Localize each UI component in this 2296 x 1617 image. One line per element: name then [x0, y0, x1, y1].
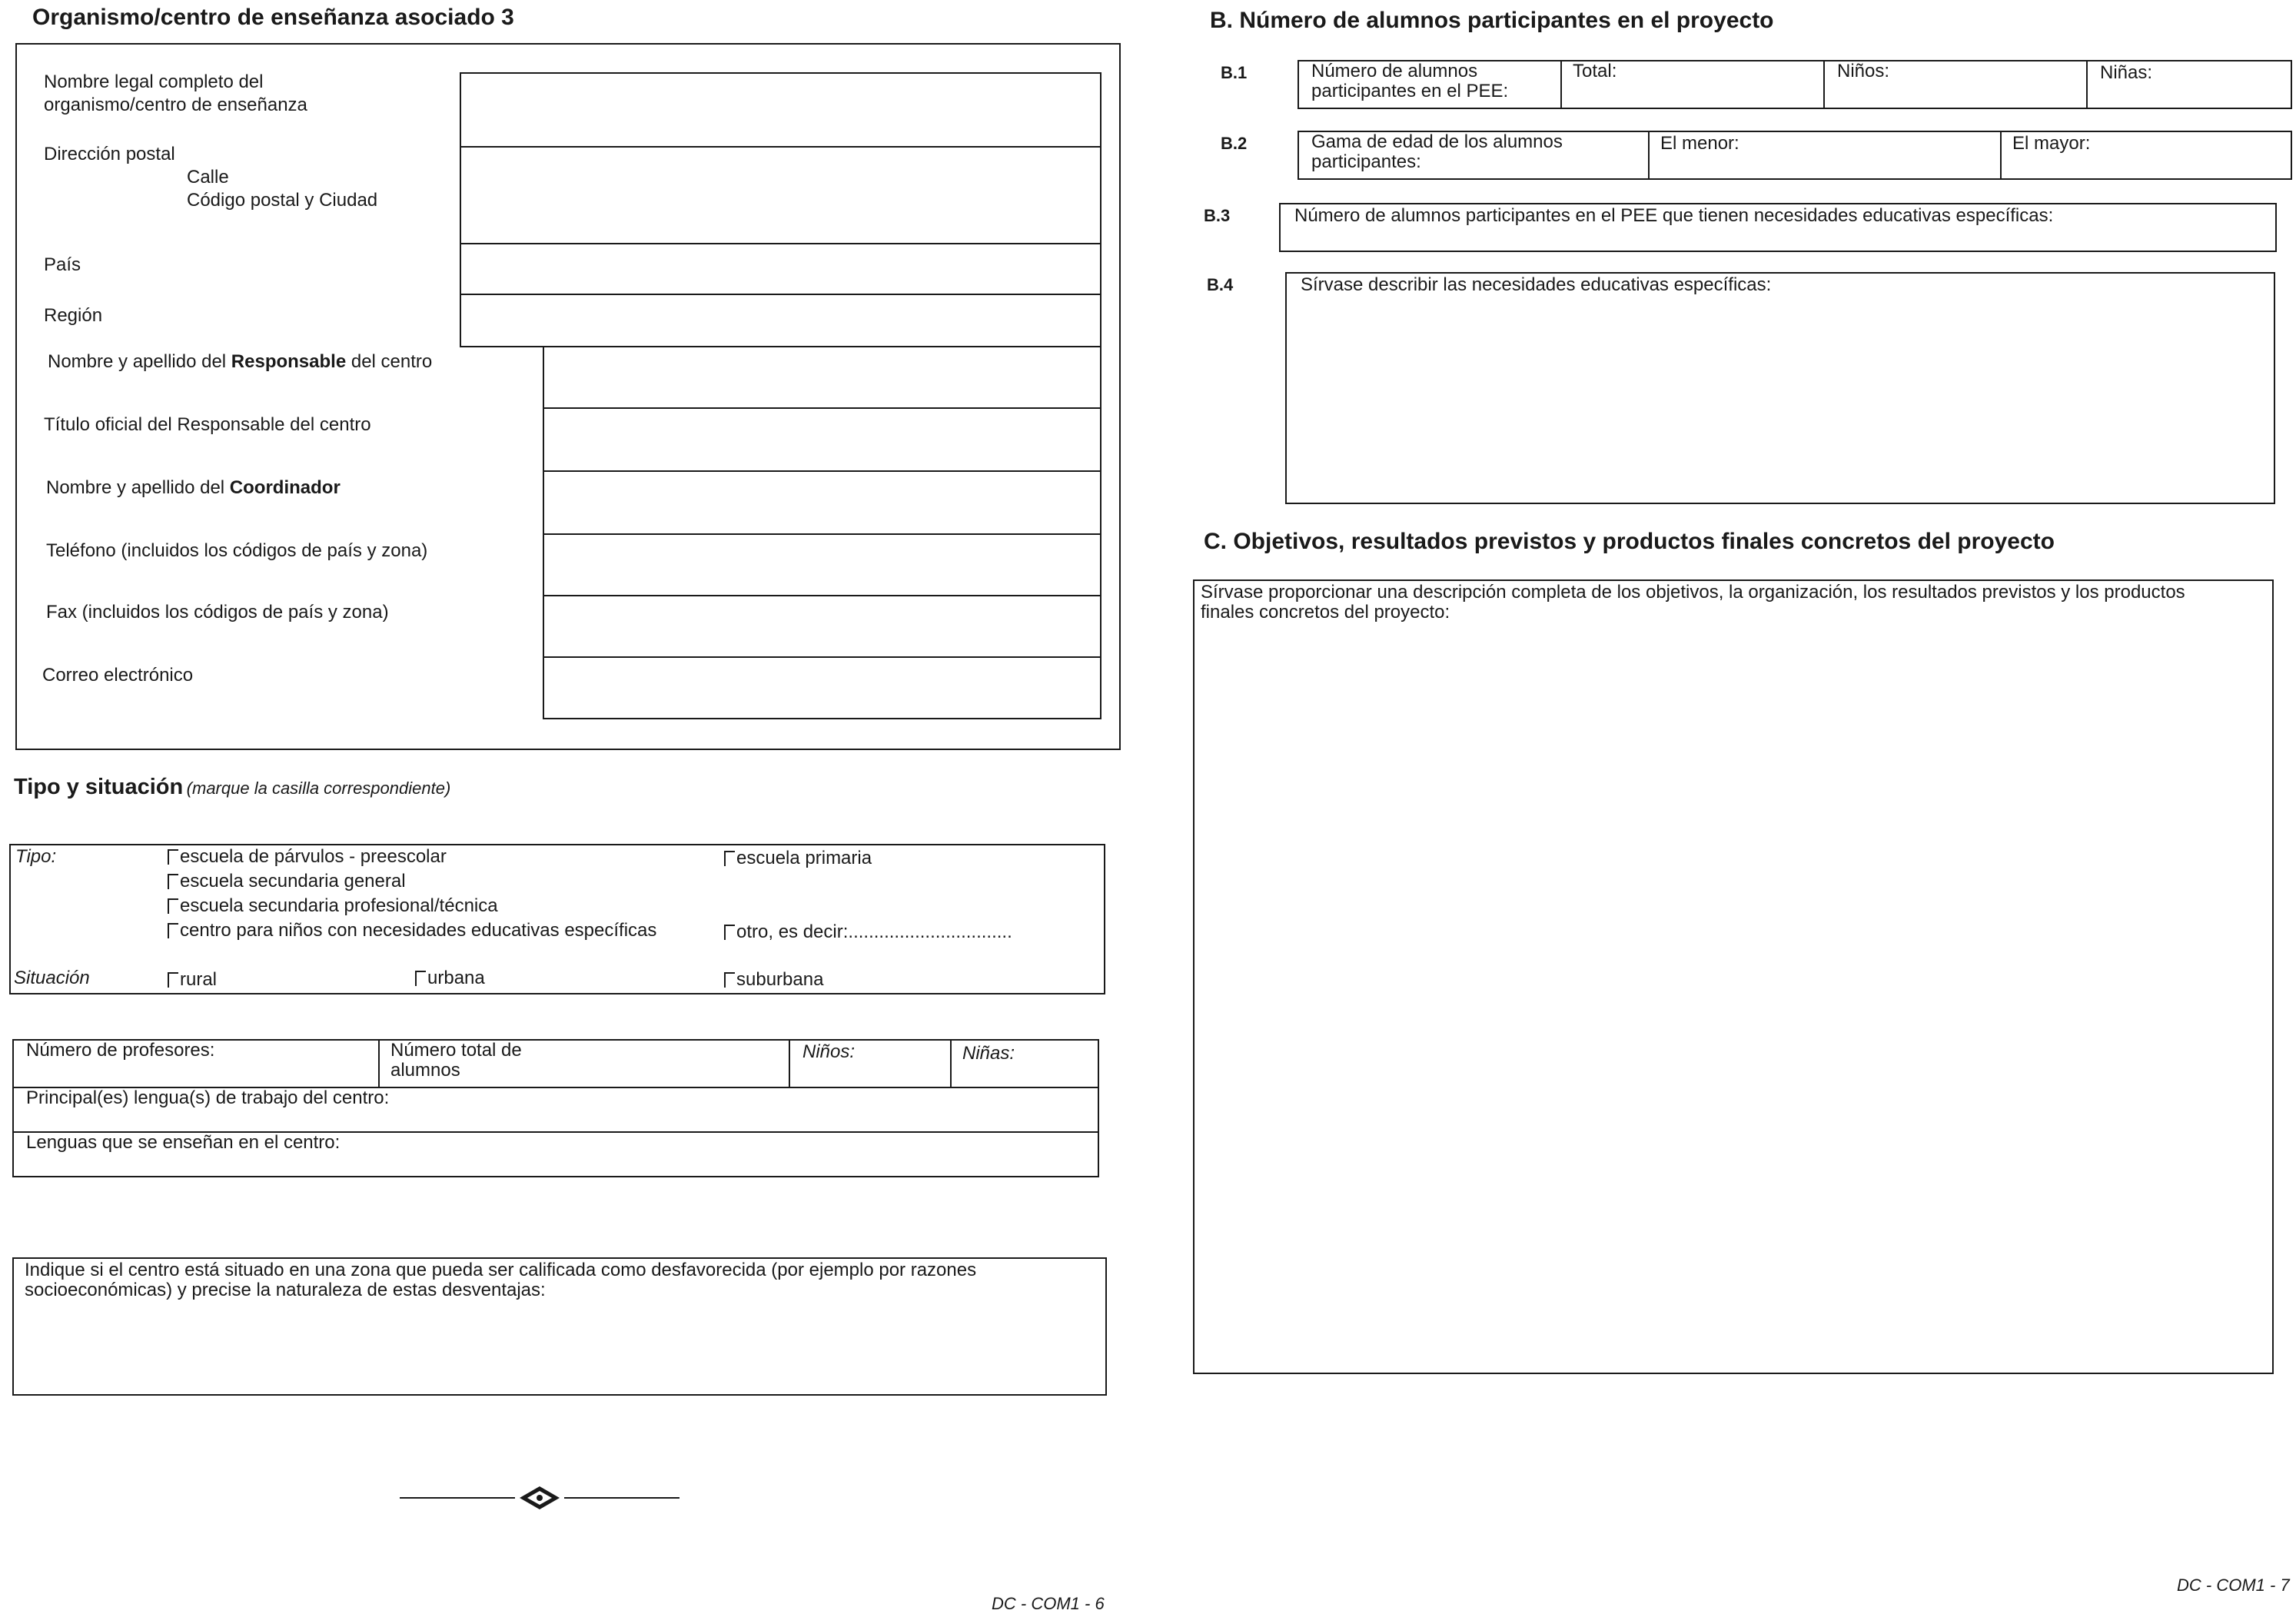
zona-text: Indique si el centro está situado en una zona que pueda ser calificada como desfavorecida (por ejemplo por razones socioeconómicas) y precise la naturaleza de estas desventajas: — [25, 1260, 977, 1300]
b2-menor[interactable]: El menor: — [1660, 133, 1739, 154]
tipo-heading: Tipo y situación (marque la casilla correspondiente) — [14, 775, 451, 799]
grid-line — [543, 718, 1101, 719]
label-telefono: Teléfono (incluidos los códigos de país y zona) — [46, 540, 428, 561]
page-number-left: DC - COM1 - 6 — [992, 1594, 1105, 1613]
page-number-right: DC - COM1 - 7 — [2177, 1575, 2290, 1595]
checkbox-icon — [415, 971, 426, 986]
option-preescolar[interactable]: escuela de párvulos - preescolar — [168, 847, 447, 867]
b1-ninos[interactable]: Niños: — [1837, 61, 1890, 81]
checkbox-icon — [724, 851, 735, 866]
checkbox-icon — [168, 972, 178, 988]
b1-label: Número de alumnos participantes en el PEE: — [1311, 61, 1509, 101]
grid-line — [543, 595, 1101, 596]
grid-line — [543, 656, 1101, 658]
option-necesidades[interactable]: centro para niños con necesidades educativas específicas — [168, 921, 656, 941]
b1-divider — [2086, 60, 2088, 109]
b2-divider — [2000, 131, 2002, 180]
ornament-line-right — [564, 1497, 679, 1499]
b1-divider — [1823, 60, 1825, 109]
option-rural[interactable]: rural — [168, 970, 217, 990]
grid-line — [460, 72, 1101, 74]
direccion-field[interactable] — [461, 148, 1101, 244]
option-suburbana[interactable]: suburbana — [724, 970, 823, 990]
label-nombre-legal: Nombre legal completo del organismo/centro de enseñanza — [44, 71, 307, 115]
ornament-diamond-icon — [517, 1485, 563, 1511]
fax-field[interactable] — [544, 595, 1100, 656]
ninos-cell[interactable]: Niños: — [802, 1041, 856, 1062]
checkbox-icon — [168, 898, 178, 914]
region-field[interactable] — [461, 295, 1101, 346]
section-c-title: C. Objetivos, resultados previstos y productos finales concretos del proyecto — [1204, 529, 2055, 554]
b2-code: B.2 — [1221, 134, 1248, 153]
grid-line — [460, 243, 1101, 244]
grid-line — [460, 146, 1101, 148]
situacion-label: Situación — [14, 968, 90, 988]
checkbox-icon — [168, 923, 178, 938]
ornament-line-left — [400, 1497, 515, 1499]
b3-code: B.3 — [1204, 206, 1231, 225]
checkbox-icon — [168, 874, 178, 889]
pais-field[interactable] — [461, 244, 1101, 295]
label-correo: Correo electrónico — [42, 665, 194, 686]
correo-field[interactable] — [544, 656, 1100, 719]
checkbox-icon — [724, 972, 735, 988]
telefono-field[interactable] — [544, 533, 1100, 595]
lenguas-ensenan-cell[interactable]: Lenguas que se enseñan en el centro: — [26, 1132, 341, 1153]
checkbox-icon — [168, 849, 178, 865]
lengua-trabajo-cell[interactable]: Principal(es) lengua(s) de trabajo del centro: — [26, 1087, 390, 1108]
grid-line — [543, 407, 1101, 409]
b4-box[interactable] — [1285, 272, 2275, 504]
upper-grid-right-edge — [1100, 72, 1101, 719]
b3-label: Número de alumnos participantes en el PEE que tienen necesidades educativas específicas: — [1294, 205, 2054, 226]
label-pais: País — [44, 254, 81, 275]
b2-mayor[interactable]: El mayor: — [2012, 133, 2091, 154]
label-fax: Fax (incluidos los códigos de país y zona) — [46, 602, 389, 623]
b1-code: B.1 — [1221, 63, 1248, 82]
b1-ninas[interactable]: Niñas: — [2100, 62, 2153, 83]
section-b-title: B. Número de alumnos participantes en el proyecto — [1210, 8, 1774, 33]
label-responsable: Nombre y apellido del Responsable del centro — [48, 351, 433, 372]
label-direccion: Dirección postal Calle Código postal y Ciudad — [44, 144, 378, 211]
label-region: Región — [44, 305, 103, 326]
section-a-title: Organismo/centro de enseñanza asociado 3 — [32, 5, 514, 30]
option-secundaria-general[interactable]: escuela secundaria general — [168, 872, 406, 892]
b1-divider — [1560, 60, 1562, 109]
stats-divider — [950, 1039, 952, 1087]
profesores-cell[interactable]: Número de profesores: — [26, 1040, 215, 1061]
nombre-legal-field[interactable] — [461, 72, 1101, 148]
b4-label: Sírvase describir las necesidades educativas específicas: — [1301, 274, 1772, 295]
label-titulo-oficial: Título oficial del Responsable del centro — [44, 414, 371, 435]
section-c-text: Sírvase proporcionar una descripción completa de los objetivos, la organización, los resultados previstos y los productos finales concretos del proyecto: — [1201, 582, 2185, 623]
option-urbana[interactable]: urbana — [415, 968, 485, 988]
label-coordinador: Nombre y apellido del Coordinador — [46, 477, 341, 498]
b2-label: Gama de edad de los alumnos participantes: — [1311, 131, 1563, 172]
section-c-box[interactable] — [1193, 579, 2274, 1374]
checkbox-icon — [724, 925, 735, 940]
alumnos-cell[interactable]: Número total de alumnos — [390, 1040, 522, 1081]
grid-line — [460, 294, 1101, 295]
b2-divider — [1648, 131, 1650, 180]
responsable-field[interactable] — [544, 346, 1100, 407]
option-secundaria-profesional[interactable]: escuela secundaria profesional/técnica — [168, 896, 498, 916]
ninas-cell[interactable]: Niñas: — [962, 1043, 1015, 1064]
stats-divider — [789, 1039, 790, 1087]
upper-grid-left-edge — [460, 72, 461, 346]
coordinador-field[interactable] — [544, 470, 1100, 533]
b4-code: B.4 — [1207, 275, 1234, 294]
tipo-label: Tipo: — [15, 846, 57, 867]
option-otro[interactable]: otro, es decir:................................ — [724, 922, 1012, 942]
b1-total[interactable]: Total: — [1573, 61, 1617, 81]
titulo-oficial-field[interactable] — [544, 407, 1100, 470]
grid-line — [543, 470, 1101, 472]
option-primaria[interactable]: escuela primaria — [724, 848, 872, 868]
stats-divider — [378, 1039, 380, 1087]
grid-line — [543, 533, 1101, 535]
